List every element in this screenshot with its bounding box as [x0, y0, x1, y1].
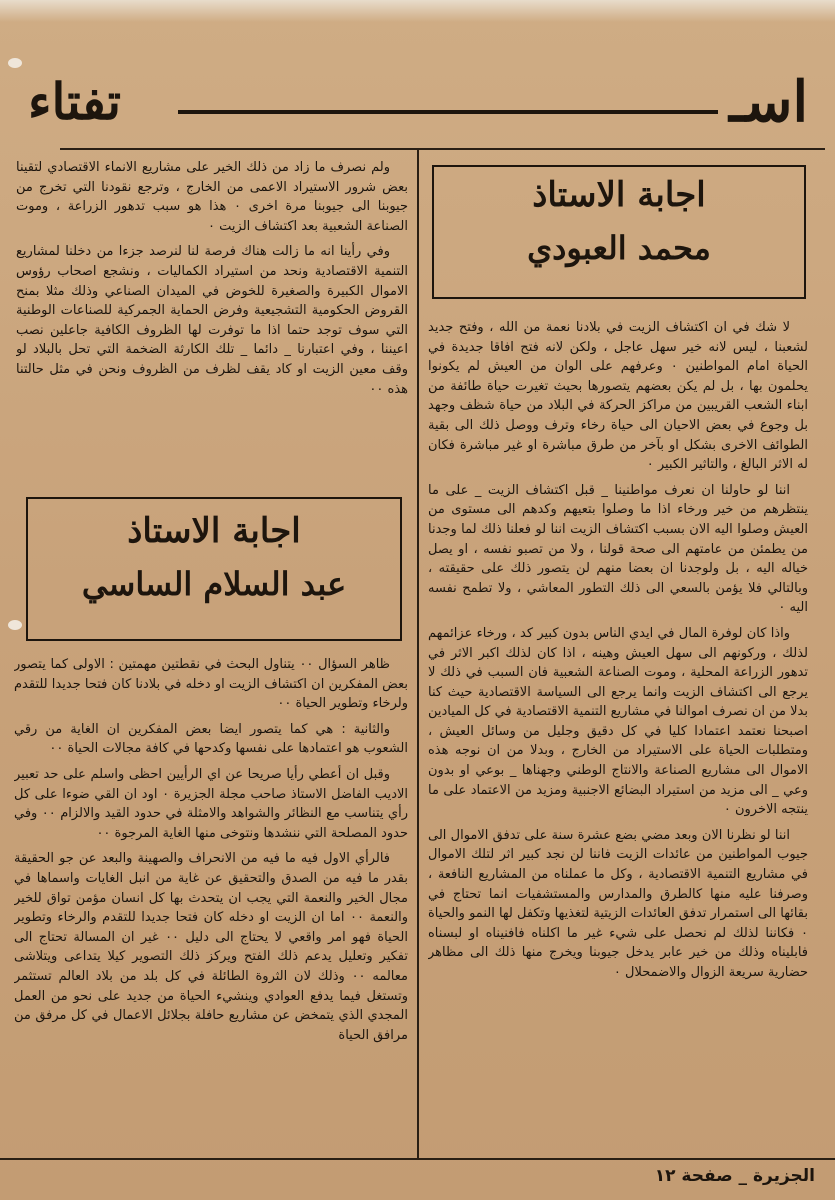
answer-box-sasi	[26, 497, 402, 641]
masthead	[28, 70, 808, 140]
paragraph: والثانية : هي كما يتصور ايضا بعض المفكرين ان الغاية من رقي الشعوب هو اعتمادها على نفسها وكدحها في كافة مجالات الحياة ٠٠	[14, 721, 408, 757]
page-footer: الجزيرة _ صفحة ١٢	[654, 1166, 815, 1186]
footer-rule	[0, 1158, 835, 1160]
masthead-bar	[178, 110, 718, 114]
paragraph: لا شك في ان اكتشاف الزيت في بلادنا نعمة من الله ، وفتح جديد لشعبنا ، ليس لانه خير سهل عاجل ، ولكن لانه فتح افاقا جديدة في الحياة امام المواطنين ٠ وعرفهم على الوان من العيش لم يكونوا يحلمون بها ، بل لم يكن بعضهم يتصورها بحيث تغيرت حياة طائفة من ابناء الشعب القريبين من مراكز الحركة في البلاد من حياة شظف وجهد بل وجوع في بعض الاحيان الى حياة رخاء وترف ووصل ذلك الى بقية الطوائف الاخرى بشكل او بآخر من طرق مباشرة او غير مباشرة فكان له الاثر البالغ ، والتاثير الكبير ٠	[428, 320, 808, 473]
paragraph: ظاهر السؤال ٠٠ يتناول البحث في نقطتين مهمتين : الاولى كما يتصور بعض المفكرين ان اكتشاف الزيت او دخله في بلادنا كان فتحا جديدا للتقدم ولرخاء وتطوير الحياة ٠٠	[14, 657, 408, 712]
answer-box-abboudi	[432, 165, 806, 299]
paragraph: وقبل ان أعطي رأيا صريحا عن اي الرأيين احظى واسلم على حد تعبير الاديب الفاضل الاستاذ صاحب مجلة الجزيرة ٠ اود ان القي ضوءا على كل رأي يتناسب مع النظائر والشواهد والامثلة في حدود القيد والالزام ٠٠ وفي حدود المصلحة التي ننشدها ونتوخى منها الغاية المرجوة ٠٠	[14, 766, 408, 841]
paragraph: وفي رأينا انه ما زالت هناك فرصة لنا لنرصد جزءا من دخلنا لمشاريع التنمية الاقتصادية ونحد من استيراد الكماليات ، ونشجع اصحاب رؤوس الاموال الكبيرة والصغيرة للخوض في الميدان الصناعي وذلك مثلا بمنح القروض الحكومية التشجيعية وفرض الحماية الجمركية للصناعات الوطنية التي سوف توجد حتما اذا ما توفرت لها الظروف الكافية جاعلين نصب اعيننا ، وفي اعتبارنا _ دائما _ تلك الكارثة الضخمة التي تحل بالبلاد لو وقف معين الزيت او كاد يقف لظرف من الظروف ونحن في مثل حالتنا هذه ٠٠	[16, 244, 408, 397]
article-right-column	[428, 318, 808, 1156]
answer-box-author: عبد السلام الساسي	[81, 565, 347, 603]
masthead-right-word: اسـ	[729, 69, 808, 135]
paragraph: اننا لو حاولنا ان نعرف مواطنينا _ قبل اكتشاف الزيت _ على ما ينتظرهم من خير ورخاء اذا ما وصلوا بتعيهم وكدهم الى مستوى من العيش وصلوا اليه الان بسبب اكتشاف الزيت اننا لو فعلنا ذلك لما وجدنا من يطمئن من عامتهم الى صحة قولنا ، ولا من تصبو نفسه ، او يصل خياله اليه ، بل ولوجدنا ان بعضا منهم لن يتصور ذلك على حقيقته ، وبالتالي فلا يؤمن بالسعي الى ذلك التطور المعاشي ، ولا تطمح نفسه اليه ٠	[428, 482, 808, 616]
binder-hole	[8, 58, 22, 68]
binder-hole	[8, 620, 22, 630]
page-fold-edge	[0, 0, 835, 22]
header-rule	[60, 148, 825, 150]
paragraph: ولم نصرف ما زاد من ذلك الخير على مشاريع الانماء الاقتصادي لتقينا بعض شرور الاستيراد الاعمى من الخارج ، وترجع نقودنا التي تخرج من جيوبنا الى جيوبنا مرة اخرى ٠ هذا هو سبب تدهور الزراعة ، وموت الصناعة الشعبية بعد اكتشاف الزيت ٠	[16, 160, 408, 234]
paragraph: اننا لو نظرنا الان وبعد مضي بضع عشرة سنة على تدفق الاموال الى جيوب المواطنين من عائدات الزيت فاننا لن نجد كبير اثر لتلك الاموال في مشاريع التنمية الاقتصادية ، وكل ما عملناه من المشاريع النافعة ، وصرفنا عليه منها كالطرق والمدارس والمستشفيات انما تحتاج في بقائها الى استمرار تدفق العائدات الزيتية لتغذيها وتكفل لها النمو والحياة ٠ فكاننا لذلك لم نحصل على شيء غير ما اكلناه فافنيناه او لبسناه فابليناه وذلك من خير عابر يدخل جيوبنا ويخرج منها ذلك الى مظاهر حضارية سريعة الزوال والاضمحلال ٠	[428, 827, 808, 980]
column-divider	[417, 150, 419, 1160]
answer-box-author: محمد العبودي	[527, 229, 711, 267]
answer-box-title: اجابة الاستاذ	[127, 511, 301, 551]
paragraph: واذا كان لوفرة المال في ايدي الناس بدون كبير كد ، ورخاء عزائمهم لذلك ، وركونهم الى سهل العيش وهينه ، اذا كان لذلك اكبر الاثر في تدهور الزراعة المحلية ، وموت الصناعة الشعبية فان السبب في ذلك لا يرجع الى اكتشاف الزيت وانما يرجع الى السياسة الاقتصادية حيث كنا بدلا من ان نصرف اموالنا في مشاريع التنمية الاقتصادية في كل الميادين اصبحنا نعتمد اعتمادا كليا في كل دقيق وجليل من وسائل العيش ، ومتطلبات الحياة على الاستيراد من الخارج ، وبدلا من ان نوجه هذه الاموال الى مشاريع الصناعة والانتاج الوطني وجهناها _ بوعي او بدون وعي _ الى مزيد من استيراد البضائع الاجنبية ومزيد من الاعتماد على ما ينتجه الاخرون ٠	[428, 625, 808, 818]
article-left-bottom	[14, 655, 408, 1157]
paragraph: فالرأي الاول فيه ما فيه من الانحراف والصهينة والبعد عن جو الحقيقة بقدر ما فيه من الصدق والتحقيق عن غاية من انبل الغايات واسماها في مجال الخير والنعمة التي يجب ان يتحدث بها كل انسان مؤمن تواق للخير والنعمة ٠٠ اما ان الزيت او دخله كان فتحا جديدا للتقدم والرخاء وتطوير الحياة فهو امر واقعي لا يحتاج الى دليل ٠٠ غير ان المسالة تحتاج الى تفكير وتعليل يدعم ذلك الفتح ويركز ذلك التصوير كيلا يتداعى ويتلاشى معالمه ٠٠ وذلك لان الثروة الطائلة في كل بلد من بلاد العالم تستثمر وتستغل فيما يدفع العوادي وينشيء الحياة من جديد على نحو من العمل المجدي الذي يتمخض عن مشاريع حافلة بجلائل الاعمال في كل مرفق من مرافق الحياة	[14, 851, 408, 1043]
masthead-left-word: تفتاء	[28, 72, 122, 131]
answer-box-title: اجابة الاستاذ	[532, 175, 706, 215]
article-left-top	[16, 158, 408, 483]
